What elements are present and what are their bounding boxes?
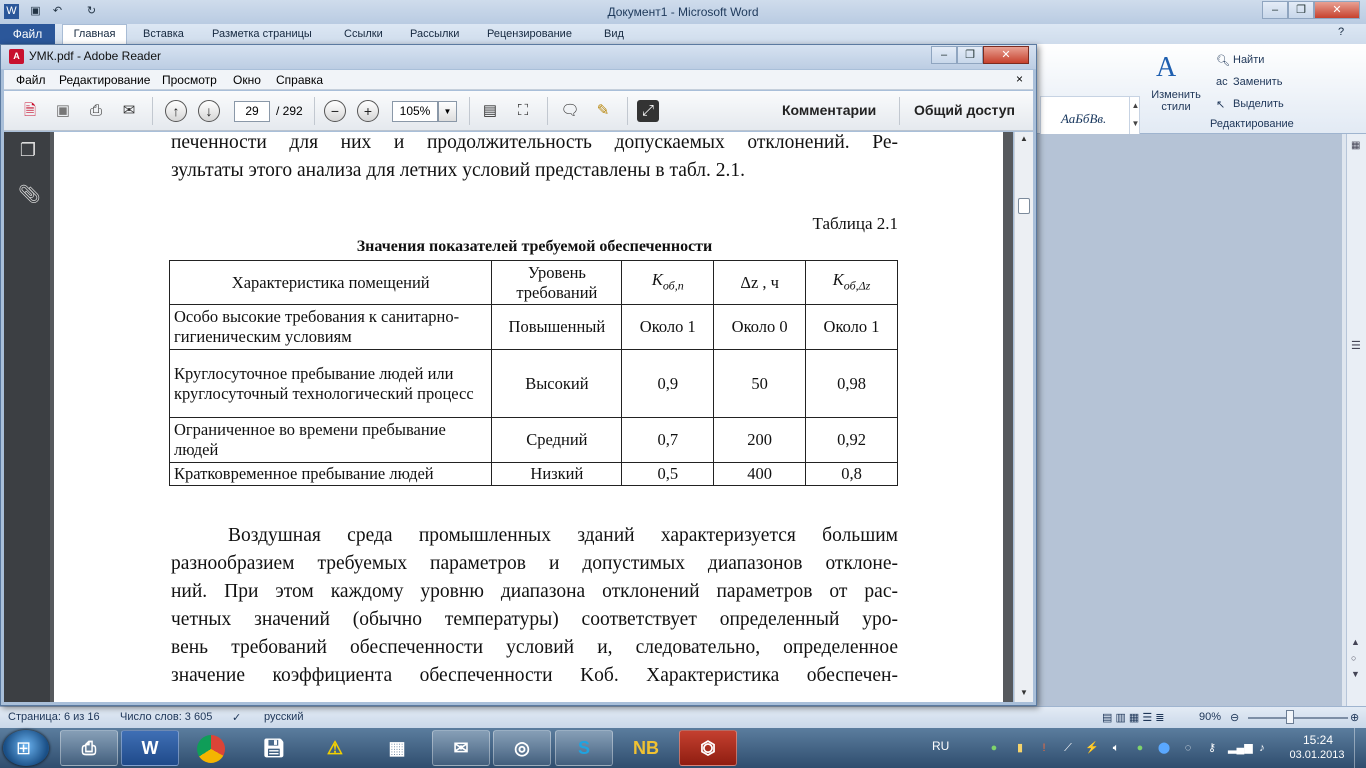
table-header: Характеристика помещений <box>170 261 492 305</box>
highlight-icon[interactable]: ✎ <box>596 102 610 119</box>
menu-window[interactable]: Окно <box>233 73 261 87</box>
kob-n-subscript: об,п <box>662 278 684 293</box>
word-status-bar <box>0 706 1366 728</box>
tray-icon[interactable]: ⬤ <box>1157 742 1171 754</box>
keyboard-language[interactable]: RU <box>932 739 950 753</box>
find-button[interactable]: Найти <box>1233 54 1265 66</box>
help-icon[interactable]: ? <box>1338 26 1345 38</box>
table-cell: Кратковременное пребывание людей <box>170 463 492 486</box>
reader-title: УМК.pdf - Adobe Reader <box>29 49 162 63</box>
volume-icon[interactable]: ♪ <box>1259 742 1265 754</box>
table-cell: 200 <box>714 418 806 463</box>
next-page-icon[interactable]: ↓ <box>198 100 220 122</box>
table-header: $K_{об,\Delta z}$ <box>806 261 898 305</box>
paragraph-line: значение коэффициента обеспеченности Kоб. Характеристика обеспечен- <box>171 665 898 686</box>
tray-icon[interactable]: ! <box>1042 742 1046 754</box>
network-icon[interactable]: ▂▄▆ <box>1228 742 1253 754</box>
style-sample: АаБбВв. <box>1061 111 1107 126</box>
change-styles-button[interactable]: Изменить стили <box>1151 89 1201 113</box>
reader-window <box>0 44 1037 706</box>
floppy-taskbar-icon[interactable]: 💾︎ <box>262 738 286 758</box>
table-cell: 0,9 <box>622 350 714 418</box>
scroll-up-icon[interactable]: ▲ <box>1020 134 1028 143</box>
replace-button[interactable]: Заменить <box>1233 76 1283 88</box>
windows-logo-icon: ⊞ <box>16 738 32 758</box>
tray-icon[interactable]: ● <box>1136 742 1144 754</box>
table-title: Значения показателей требуемой обеспеченности <box>356 238 713 255</box>
table-cell: Круглосуточное пребывание людей или круглосуточный технологический процесс <box>170 350 492 418</box>
table-header: $K_{об,п}$ <box>622 261 714 305</box>
tab-review[interactable]: Рецензирование <box>487 28 572 40</box>
table-cell: 0,8 <box>806 463 898 486</box>
zoom-out-icon[interactable]: − <box>324 100 346 122</box>
save-icon[interactable]: ▣ <box>30 5 41 17</box>
word-document-area[interactable] <box>1037 134 1342 706</box>
undo-icon[interactable]: ↶ <box>52 5 63 17</box>
create-pdf-icon[interactable]: 🗎︎ <box>23 102 37 119</box>
tab-view[interactable]: Вид <box>604 28 624 40</box>
word-title-bar <box>0 0 1366 24</box>
scroll-thumb-icon[interactable]: ☰ <box>1351 340 1361 352</box>
tab-page-layout[interactable]: Разметка страницы <box>212 28 312 40</box>
zoom-out-icon[interactable]: ⊖ <box>1230 712 1240 724</box>
toolbar-separator <box>547 97 548 125</box>
tray-icon[interactable]: ⟋ <box>1064 742 1072 754</box>
styles-scroll-icon[interactable]: ▲ ▼ <box>1129 97 1141 155</box>
paragraph-line: четных значений (обычно температуры) соответствует определенный уро- <box>171 609 898 630</box>
tray-icon[interactable]: ⚷ <box>1207 742 1217 754</box>
ruler-toggle-icon[interactable]: ▦ <box>1351 140 1361 151</box>
print-icon[interactable]: ⎙ <box>89 102 102 119</box>
table-row <box>170 418 898 463</box>
word-title: Документ1 - Microsoft Word <box>607 5 759 19</box>
table-cell: Около 1 <box>622 305 714 350</box>
word-vertical-scrollbar[interactable] <box>1346 134 1366 706</box>
tray-icon[interactable]: ▮ <box>1016 742 1024 754</box>
paragraph-line: Воздушная среда промышленных зданий характеризуется большим <box>228 525 898 546</box>
paragraph-line: вень требований обеспеченности условий и, следовательно, определенное <box>171 637 898 658</box>
word-close-button[interactable]: ✕ <box>1314 1 1360 19</box>
acrobat-taskbar-icon[interactable]: ⏣ <box>679 730 737 766</box>
table-cell: Низкий <box>492 463 622 486</box>
table-header: Уровень требований <box>492 261 622 305</box>
paragraph-line: ний. При этом каждому уровню диапазона отклонений параметров от рас- <box>171 581 898 602</box>
requirements-table <box>169 260 898 486</box>
reader-vertical-scrollbar[interactable] <box>1014 132 1033 702</box>
toolbar-separator <box>314 97 315 125</box>
kob-dz-subscript: об,Δz <box>843 278 871 293</box>
word-app-icon[interactable]: W <box>4 4 19 19</box>
tab-mailings[interactable]: Рассылки <box>410 28 460 40</box>
navigation-pane <box>4 132 50 702</box>
clock-time[interactable]: 15:24 <box>1302 733 1334 747</box>
table-cell: 400 <box>714 463 806 486</box>
status-zoom[interactable]: 90% <box>1199 711 1222 723</box>
close-document-icon[interactable]: × <box>1016 72 1024 86</box>
reader-scroll-thumb[interactable] <box>1018 198 1030 214</box>
replace-icon[interactable]: ac <box>1216 76 1228 88</box>
save-icon[interactable]: ▣ <box>55 102 71 119</box>
windows-taskbar <box>0 728 1366 768</box>
table-header: Δz , ч <box>714 261 806 305</box>
view-buttons-icon[interactable]: ▤ ▥ ▦ ☰ ≣ <box>1102 712 1165 724</box>
table-cell: Около 0 <box>714 305 806 350</box>
table-row <box>170 463 898 486</box>
reader-menu-bar <box>4 70 1033 90</box>
disk-taskbar-icon[interactable]: ◎ <box>493 730 551 766</box>
previous-page-icon[interactable]: ↑ <box>165 100 187 122</box>
word-maximize-button[interactable]: ❐ <box>1288 1 1314 19</box>
start-button[interactable] <box>3 730 49 766</box>
browse-object-icon[interactable]: ▲ ○ ▼ <box>1351 637 1360 679</box>
reader-minimize-button[interactable]: – <box>931 46 957 64</box>
reader-maximize-button[interactable]: ❐ <box>957 46 983 64</box>
find-icon[interactable]: 🔍︎ <box>1216 55 1230 67</box>
scroll-down-icon[interactable]: ▼ <box>1020 688 1028 697</box>
fit-page-icon[interactable]: ▤ <box>482 102 498 119</box>
page-number-input[interactable]: 29 <box>234 101 270 122</box>
reader-title-bar <box>1 45 1036 69</box>
table-header-row <box>170 261 898 305</box>
zoom-dropdown-icon[interactable]: ▼ <box>438 101 457 122</box>
reader-toolbar <box>4 91 1033 131</box>
attachments-icon[interactable]: 📎︎ <box>18 184 41 204</box>
table-cell: 0,98 <box>806 350 898 418</box>
table-cell: Особо высокие требования к санитарно-гигиеническим условиям <box>170 305 492 350</box>
email-icon[interactable]: ✉ <box>122 102 136 119</box>
menu-file[interactable]: Файл <box>16 73 46 87</box>
calculator-taskbar-icon[interactable]: ▦ <box>388 738 406 758</box>
fit-width-icon[interactable]: ⛶ <box>517 102 529 119</box>
table-cell: Средний <box>492 418 622 463</box>
table-cell: 50 <box>714 350 806 418</box>
tray-icon[interactable]: 🔈︎ <box>1112 742 1120 754</box>
nb-taskbar-icon[interactable]: NB <box>633 738 659 758</box>
tray-icon[interactable]: ◌ <box>1184 742 1192 754</box>
zoom-in-icon[interactable]: ⊕ <box>1350 712 1360 724</box>
notes-taskbar-icon[interactable]: ✉ <box>432 730 490 766</box>
page-total: / 292 <box>276 104 303 118</box>
full-screen-icon[interactable]: ⤢ <box>637 100 659 122</box>
table-cell: Ограниченное во времени пребывание людей <box>170 418 492 463</box>
paragraph-line: разнообразием требуемых параметров и допустимых диапазонов отклоне- <box>171 553 898 574</box>
table-cell: 0,5 <box>622 463 714 486</box>
share-button[interactable]: Общий доступ <box>914 102 1015 118</box>
toolbar-separator <box>627 97 628 125</box>
spellcheck-icon[interactable]: ✓ <box>232 712 242 724</box>
status-page[interactable]: Страница: 6 из 16 <box>8 711 100 723</box>
tray-icon[interactable]: ⚡ <box>1085 742 1099 754</box>
triangle-taskbar-icon[interactable]: ⚠ <box>326 738 344 758</box>
toolbar-separator <box>152 97 153 125</box>
paragraph-line: печенности для них и продолжительность допускаемых отклонений. Ре- <box>171 132 898 153</box>
menu-view[interactable]: Просмотр <box>162 73 217 87</box>
change-styles-icon[interactable]: A <box>1156 52 1177 83</box>
tab-home[interactable]: Главная <box>62 24 127 44</box>
select-button[interactable]: Выделить <box>1233 98 1284 110</box>
chrome-taskbar-icon[interactable] <box>182 730 240 766</box>
reader-close-button[interactable]: ✕ <box>983 46 1029 64</box>
table-cell: Около 1 <box>806 305 898 350</box>
status-words[interactable]: Число слов: 3 605 <box>120 711 213 723</box>
menu-help[interactable]: Справка <box>276 73 324 87</box>
table-row <box>170 305 898 350</box>
table-cell: 0,92 <box>806 418 898 463</box>
table-cell: 0,7 <box>622 418 714 463</box>
document-view[interactable] <box>50 132 1013 702</box>
select-icon[interactable]: ↖ <box>1216 99 1226 111</box>
comments-button[interactable]: Комментарии <box>782 102 877 118</box>
word-taskbar-icon[interactable]: W <box>121 730 179 766</box>
zoom-slider[interactable] <box>1248 717 1348 719</box>
page-thumbnails-icon[interactable]: ❐ <box>19 140 37 160</box>
pdf-page <box>54 132 1003 702</box>
editing-group-label: Редактирование <box>1210 118 1294 130</box>
printer-taskbar-icon[interactable]: ⎙ <box>60 730 118 766</box>
toolbar-separator <box>899 97 900 125</box>
tray-icon[interactable]: ● <box>990 742 998 754</box>
table-cell: Высокий <box>492 350 622 418</box>
zoom-in-icon[interactable]: + <box>357 100 379 122</box>
show-desktop-button[interactable] <box>1354 728 1366 768</box>
sticky-note-icon[interactable]: 🗨︎ <box>560 102 580 119</box>
paragraph-line: зультаты этого анализа для летних условий представлены в табл. 2.1. <box>171 160 746 181</box>
redo-icon[interactable]: ↻ <box>86 5 97 17</box>
table-number: Таблица 2.1 <box>812 214 898 233</box>
table-cell: Повышенный <box>492 305 622 350</box>
menu-edit[interactable]: Редактирование <box>59 73 151 87</box>
word-ribbon-tabs <box>0 24 1366 44</box>
zoom-slider-thumb[interactable] <box>1286 710 1294 724</box>
tab-file[interactable]: Файл <box>0 24 55 44</box>
skype-taskbar-icon[interactable]: S <box>555 730 613 766</box>
tab-insert[interactable]: Вставка <box>143 28 184 40</box>
tab-references[interactable]: Ссылки <box>344 28 383 40</box>
toolbar-separator <box>469 97 470 125</box>
adobe-reader-icon[interactable]: A <box>9 49 24 64</box>
clock-date[interactable]: 03.01.2013 <box>1289 749 1345 761</box>
word-minimize-button[interactable]: – <box>1262 1 1288 19</box>
zoom-level-input[interactable]: 105% <box>392 101 438 122</box>
table-row <box>170 350 898 418</box>
status-language[interactable]: русский <box>264 711 304 723</box>
